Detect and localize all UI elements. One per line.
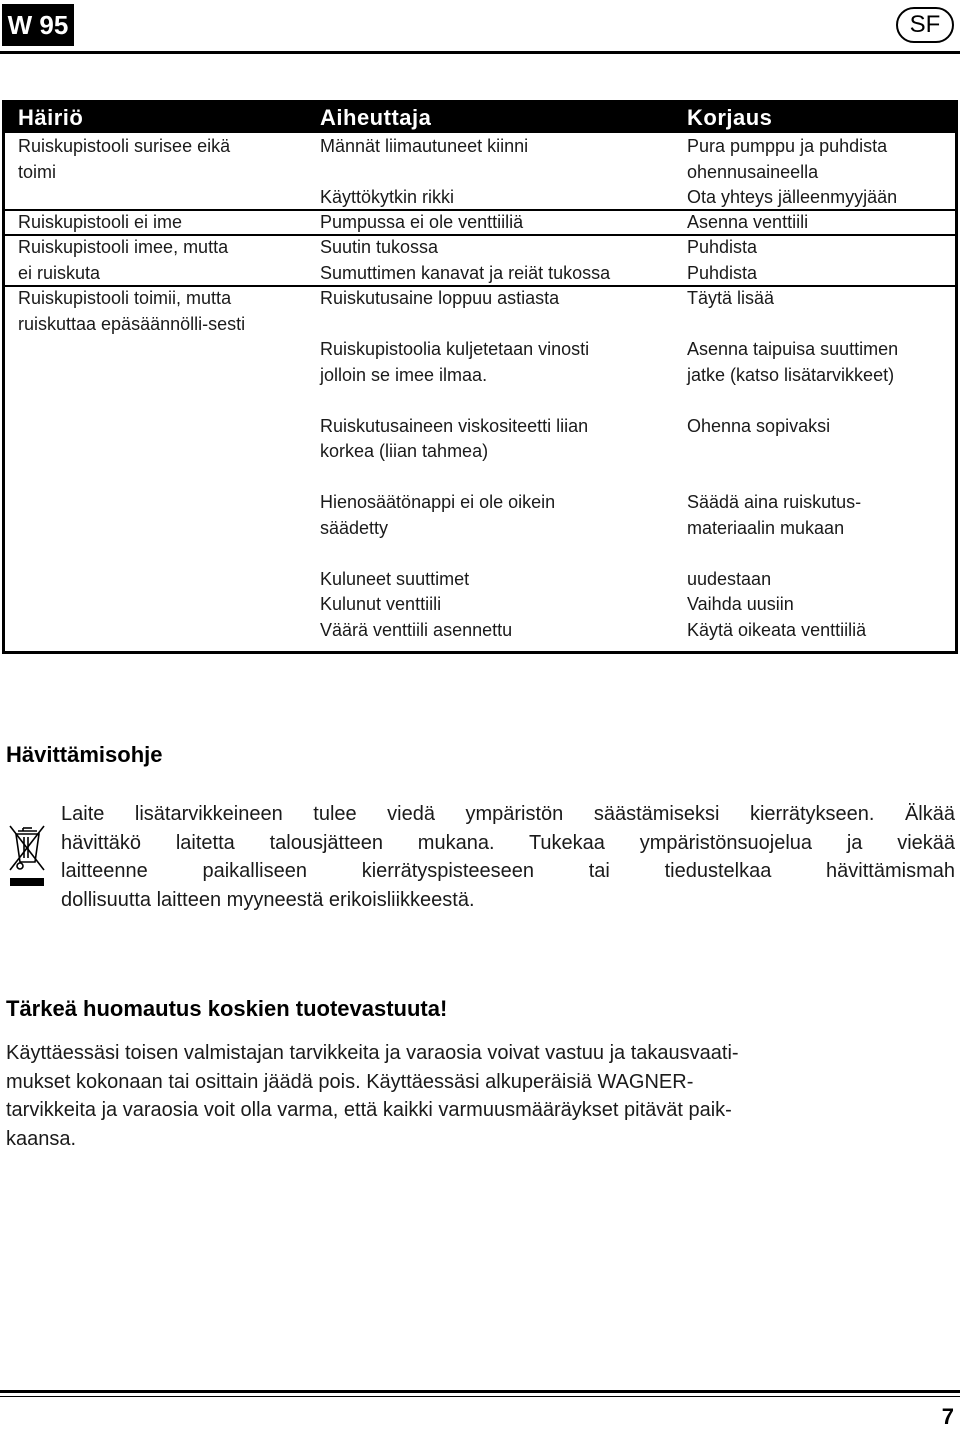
table-cell-fault: Ruiskupistooli imee, mutta ei ruiskuta — [18, 237, 229, 283]
model-label: W 95 — [2, 4, 74, 46]
table-cell-cause: Ruiskutusaine loppuu astiasta Ruiskupistoolia kuljetetaan vinosti jolloin se imee ilmaa. Ruiskutusaineen viskositeetti liian korkea (liian tahmea) Hienosäätönappi ei ole oikein säädetty Kuluneet suuttimet Kulunut venttiili Väärä venttiili asennettu — [320, 288, 590, 640]
table-cell-remedy: Asenna venttiili — [687, 212, 809, 232]
table-cell-fault: Ruiskupistooli surisee eikä toimi — [18, 136, 231, 182]
table-cell-fault: Ruiskupistooli ei ime — [18, 212, 183, 232]
troubleshooting-table — [2, 100, 958, 654]
table-cell-remedy: Pura pumppu ja puhdista ohennusaineella Ota yhteys jälleenmyyjään — [687, 136, 898, 207]
liability-heading: Tärkeä huomautus koskien tuotevastuuta! — [6, 996, 448, 1021]
language-badge: SF — [896, 7, 954, 43]
footer-divider-thin — [0, 1396, 960, 1397]
table-cell-remedy: Täytä lisää Asenna taipuisa suuttimen jatke (katso lisätarvikkeet) Ohenna sopivaksi Säädä aina ruiskutus- materiaalin mukaan uudestaan Vaihda uusiin Käytä oikeata venttiiliä — [687, 288, 899, 640]
liability-text: Käyttäessäsi toisen valmistajan tarvikkeita ja varaosia voivat vastuu ja takausvaati- mukset kokonaan tai osittain jäädä pois. Käyttäessäsi alkuperäisiä WAGNER- tarvikkeita ja varaosia voit olla varma, että kaikki varmuusmääräykset pitävät paik- kaansa. — [6, 1042, 739, 1150]
footer-divider — [0, 1390, 960, 1393]
header-divider — [0, 51, 960, 54]
column-header-fault: Häiriö — [18, 105, 84, 130]
table-cell-cause: Pumpussa ei ole venttiiliä — [320, 212, 524, 232]
crossed-out-wheelie-bin-icon — [6, 822, 48, 888]
disposal-text: Laite lisätarvikkeineen tulee viedä ympäristön säästämiseksi kierrätykseen. Älkää hävittäkö laitetta talousjätteen mukana. Tukekaa ympäristönsuojelua ja viekää laitteenne paikalliseen kierrätyspisteeseen tai tiedustelkaa hävittämismah dollisuutta laitteen myyneestä erikoisliikkeestä. — [61, 803, 955, 911]
column-header-remedy: Korjaus — [687, 105, 773, 130]
table-header — [5, 103, 955, 133]
disposal-heading: Hävittämisohje — [6, 742, 163, 767]
table-cell-cause: Suutin tukossa Sumuttimen kanavat ja reiät tukossa — [320, 237, 611, 283]
page-number: 7 — [941, 1404, 954, 1429]
column-header-cause: Aiheuttaja — [320, 105, 432, 130]
table-cell-remedy: Puhdista Puhdista — [687, 237, 758, 283]
table-cell-cause: Männät liimautuneet kiinni Käyttökytkin rikki — [320, 136, 529, 207]
table-cell-fault: Ruiskupistooli toimii, mutta ruiskuttaa epäsäännölli-sesti — [18, 288, 246, 334]
